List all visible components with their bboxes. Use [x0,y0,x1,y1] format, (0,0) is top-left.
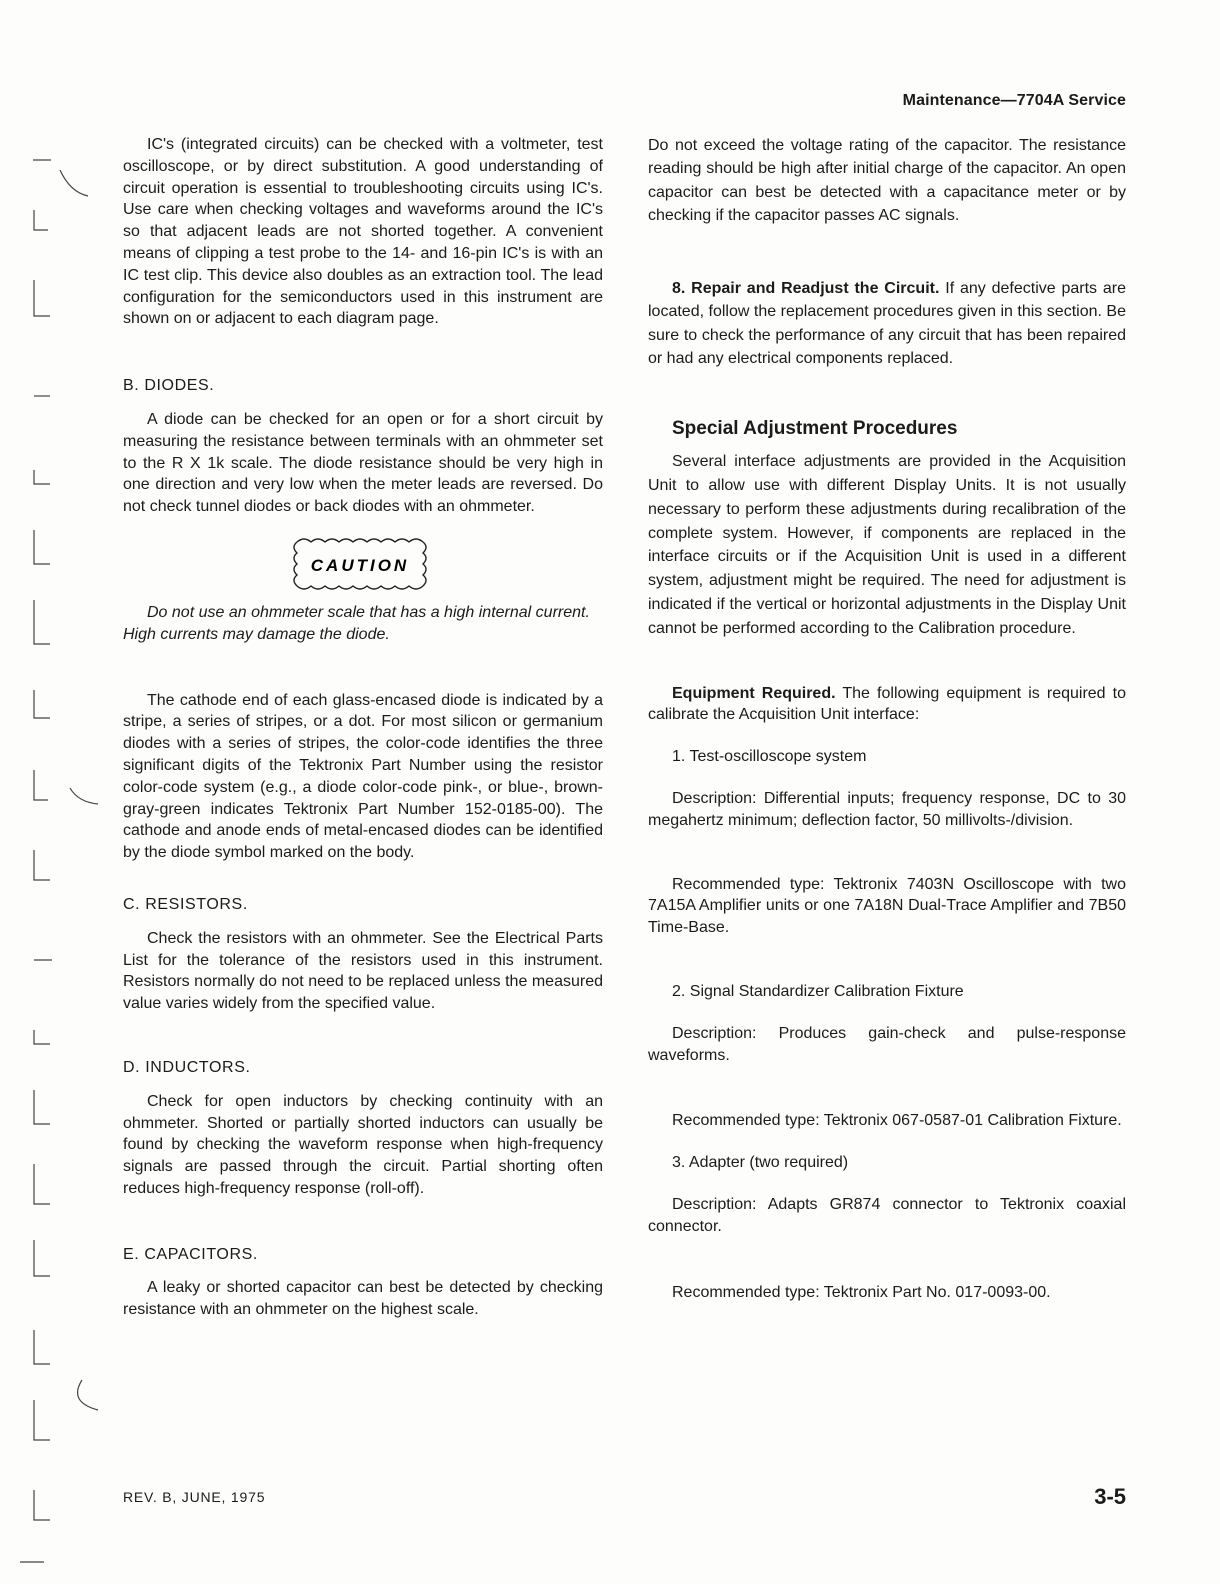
equipment-item-2: 2. Signal Standardizer Calibration Fixture [672,982,964,1000]
equipment-item-1: 1. Test-oscilloscope system [672,748,867,766]
left-column [123,134,603,1321]
inductors-paragraph: Check for open inductors by checking continuity with an ohmmeter. Shorted or partially shorted inductors can usually be found by checking the waveform response when high-frequency signals are passed through the circuit. Partial shorting often reduces high-frequency response (roll-off). [123,1092,603,1197]
repair-text: If any defective parts are located, follow the replacement procedures given in this section. Be sure to check the performance of any circuit that has been repaired or had any electrical components replaced. [648,280,1127,368]
special-adjustment-heading: Special Adjustment Procedures [672,418,958,440]
cathode-paragraph: The cathode end of each glass-encased diode is indicated by a stripe, a series of stripes, or a dot. For most silicon or germanium diodes with a series of stripes, the color-code identifies the three significant digits of the Tektronix Part Number using the resistor color-code system (e.g., a diode color-code pink-, or blue-, brown-gray-green indicates Tektronix Part Number 152-0185-00). The cathode and anode ends of metal-encased diodes can be identified by the diode symbol marked on the body. [123,691,603,862]
equipment-item-3: 3. Adapter (two required) [672,1154,849,1172]
equipment-item-1-description: Description: Differential inputs; frequency response, DC to 30 megahertz minimum; deflection factor, 50 millivolts-/division. [648,789,1126,829]
equipment-lead: Equipment Required. [672,684,836,702]
page-header: Maintenance—7704A Service [902,92,1126,109]
repair-paragraph [648,277,1126,370]
caution-label: CAUTION [310,555,410,575]
ics-paragraph: IC's (integrated circuits) can be checked with a voltmeter, test oscilloscope, or by direct substitution. A good understanding of circuit operation is essential to troubleshooting circuits using IC's. Use care when checking voltages and waveforms around the IC's so that adjacent leads are not shorted together. A convenient means of clipping a test probe to the 14- and 16-pin IC's is with an IC test clip. This device also doubles as an extraction tool. The lead configuration for the semiconductors used in this instrument are shown on or adjacent to each diagram page. [123,136,603,328]
repair-lead: 8. Repair and Readjust the Circuit. [672,280,940,298]
special-adjustment-paragraph: Several interface adjustments are provided in the Acquisition Unit to allow use with different Display Units. It is not usually necessary to perform these adjustments during recalibration of the complete system. However, if components are replaced in the interface circuits or if the Acquisition Unit is used in a different system, adjustment might be required. The need for adjustment is indicated if the vertical or horizontal adjustments in the Display Unit cannot be performed according to the Calibration procedure. [648,453,1126,637]
equipment-item-3-recommended: Recommended type: Tektronix Part No. 017-0093-00. [672,1283,1051,1301]
right-column [648,134,1126,1303]
caution-box [289,536,437,594]
caution-border [289,536,437,594]
resistors-paragraph: Check the resistors with an ohmmeter. See the Electrical Parts List for the tolerance of the resistors used in this instrument. Resistors normally do not need to be replaced unless the measured value varies widely from the specified value. [123,929,603,1013]
equipment-paragraph [648,683,1126,727]
revision-footer: REV. B, JUNE, 1975 [123,1489,266,1505]
equipment-item-2-recommended: Recommended type: Tektronix 067-0587-01 Calibration Fixture. [672,1112,1122,1130]
capacitors-continued-paragraph: Do not exceed the voltage rating of the capacitor. The resistance reading should be high after initial charge of the capacitor. An open capacitor can best be detected with a capacitance meter or by checking if the capacitor passes AC signals. [648,137,1126,224]
equipment-text: The following equipment is required to calibrate the Acquisition Unit interface: [648,684,1127,724]
binder-edge-marks [0,0,110,1584]
equipment-item-3-description: Description: Adapts GR874 connector to Tektronix coaxial connector. [648,1195,1126,1235]
page-number: 3-5 [1094,1484,1126,1509]
diodes-paragraph: A diode can be checked for an open or for a short circuit by measuring the resistance between terminals with an ohmmeter set to the R X 1k scale. The diode resistance should be very high in one direction and very low when the meter leads are reversed. Do not check tunnel diodes or back diodes with an ohmmeter. [123,410,603,516]
resistors-heading: C. RESISTORS. [123,895,248,913]
inductors-heading: D. INDUCTORS. [123,1058,251,1076]
capacitors-paragraph: A leaky or shorted capacitor can best be detected by checking resistance with an ohmmeter on the highest scale. [123,1279,603,1319]
caution-text: Do not use an ohmmeter scale that has a high internal current. High currents may damage the diode. [123,603,590,643]
equipment-item-1-recommended: Recommended type: Tektronix 7403N Oscilloscope with two 7A15A Amplifier units or one 7A18N Dual-Trace Amplifier and 7B50 Time-Base. [648,875,1126,937]
equipment-item-2-description: Description: Produces gain-check and pulse-response waveforms. [648,1024,1126,1064]
diodes-heading: B. DIODES. [123,377,215,395]
capacitors-heading: E. CAPACITORS. [123,1245,258,1263]
